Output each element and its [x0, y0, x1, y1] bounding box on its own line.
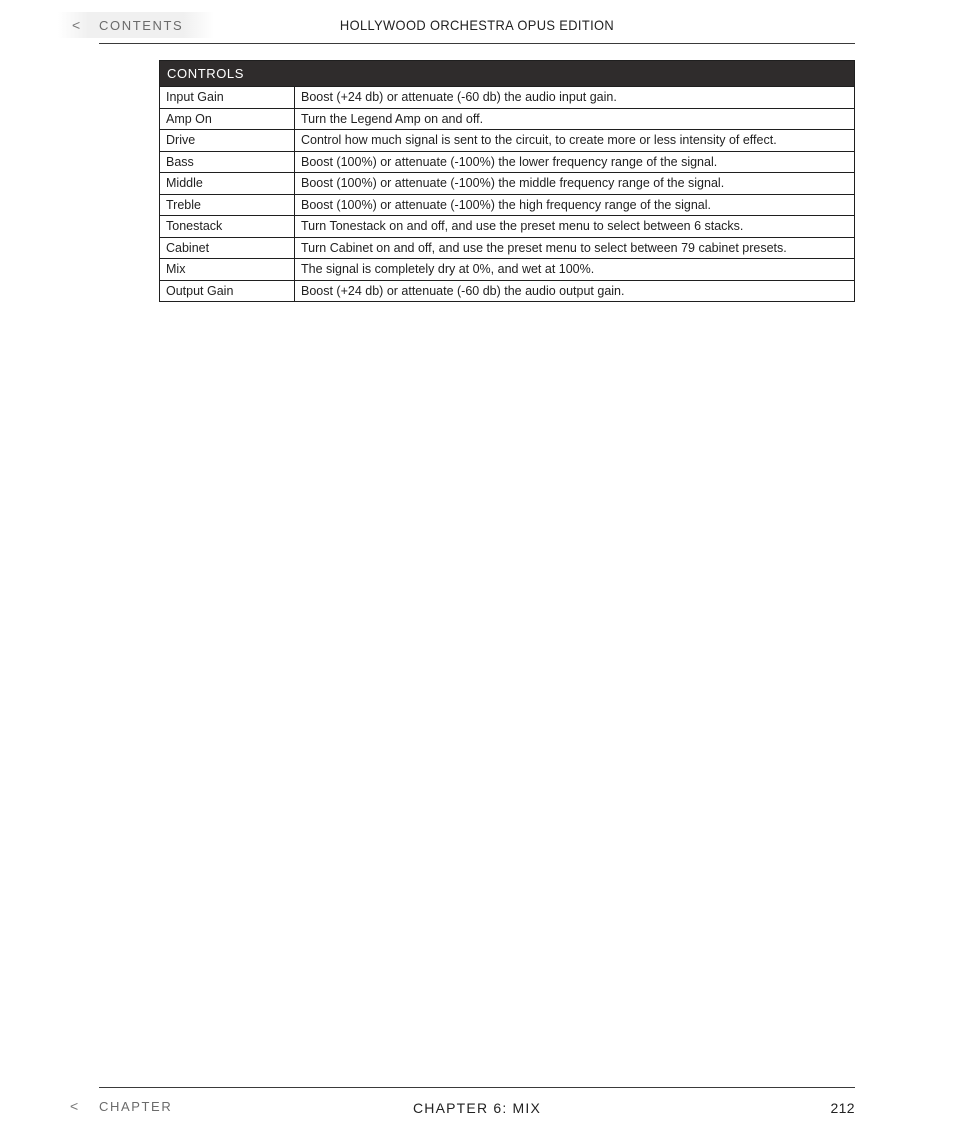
chapter-label: CHAPTER: [99, 1098, 173, 1114]
table-row: [160, 216, 855, 238]
table-row: [160, 130, 855, 152]
table-row: [160, 173, 855, 195]
control-name-cell: Input Gain: [160, 87, 295, 109]
control-name-cell: Middle: [160, 173, 295, 195]
table-header: CONTROLS: [160, 61, 855, 87]
control-description-cell: Control how much signal is sent to the circuit, to create more or less intensity of effect.: [295, 130, 855, 152]
control-name-cell: Mix: [160, 259, 295, 281]
table-row: [160, 194, 855, 216]
header-divider: [99, 43, 855, 44]
control-description-cell: Boost (+24 db) or attenuate (-60 db) the audio input gain.: [295, 87, 855, 109]
control-description-cell: The signal is completely dry at 0%, and wet at 100%.: [295, 259, 855, 281]
control-name-cell: Drive: [160, 130, 295, 152]
page-header: [0, 0, 954, 44]
control-name-cell: Output Gain: [160, 280, 295, 302]
control-description-cell: Boost (100%) or attenuate (-100%) the lower frequency range of the signal.: [295, 151, 855, 173]
table-row: [160, 87, 855, 109]
control-name-cell: Bass: [160, 151, 295, 173]
document-title: HOLLYWOOD ORCHESTRA OPUS EDITION: [339, 17, 615, 33]
table-row: [160, 108, 855, 130]
page-number: 212: [830, 1100, 855, 1116]
table-row: [160, 151, 855, 173]
control-description-cell: Boost (100%) or attenuate (-100%) the high frequency range of the signal.: [295, 194, 855, 216]
chevron-left-icon: <: [72, 17, 81, 33]
control-description-cell: Turn Tonestack on and off, and use the preset menu to select between 6 stacks.: [295, 216, 855, 238]
control-name-cell: Tonestack: [160, 216, 295, 238]
table-body: [160, 87, 855, 302]
control-name-cell: Cabinet: [160, 237, 295, 259]
chapter-title: CHAPTER 6: MIX: [412, 1100, 542, 1116]
table-row: [160, 280, 855, 302]
footer-divider: [99, 1087, 855, 1088]
contents-label: CONTENTS: [99, 17, 184, 33]
controls-table: [159, 60, 855, 302]
control-description-cell: Turn the Legend Amp on and off.: [295, 108, 855, 130]
table-row: [160, 237, 855, 259]
table-header-row: [160, 61, 855, 87]
control-name-cell: Amp On: [160, 108, 295, 130]
table-row: [160, 259, 855, 281]
control-description-cell: Boost (100%) or attenuate (-100%) the middle frequency range of the signal.: [295, 173, 855, 195]
control-description-cell: Boost (+24 db) or attenuate (-60 db) the audio output gain.: [295, 280, 855, 302]
control-description-cell: Turn Cabinet on and off, and use the preset menu to select between 79 cabinet presets.: [295, 237, 855, 259]
control-name-cell: Treble: [160, 194, 295, 216]
chevron-left-icon: <: [70, 1098, 79, 1114]
